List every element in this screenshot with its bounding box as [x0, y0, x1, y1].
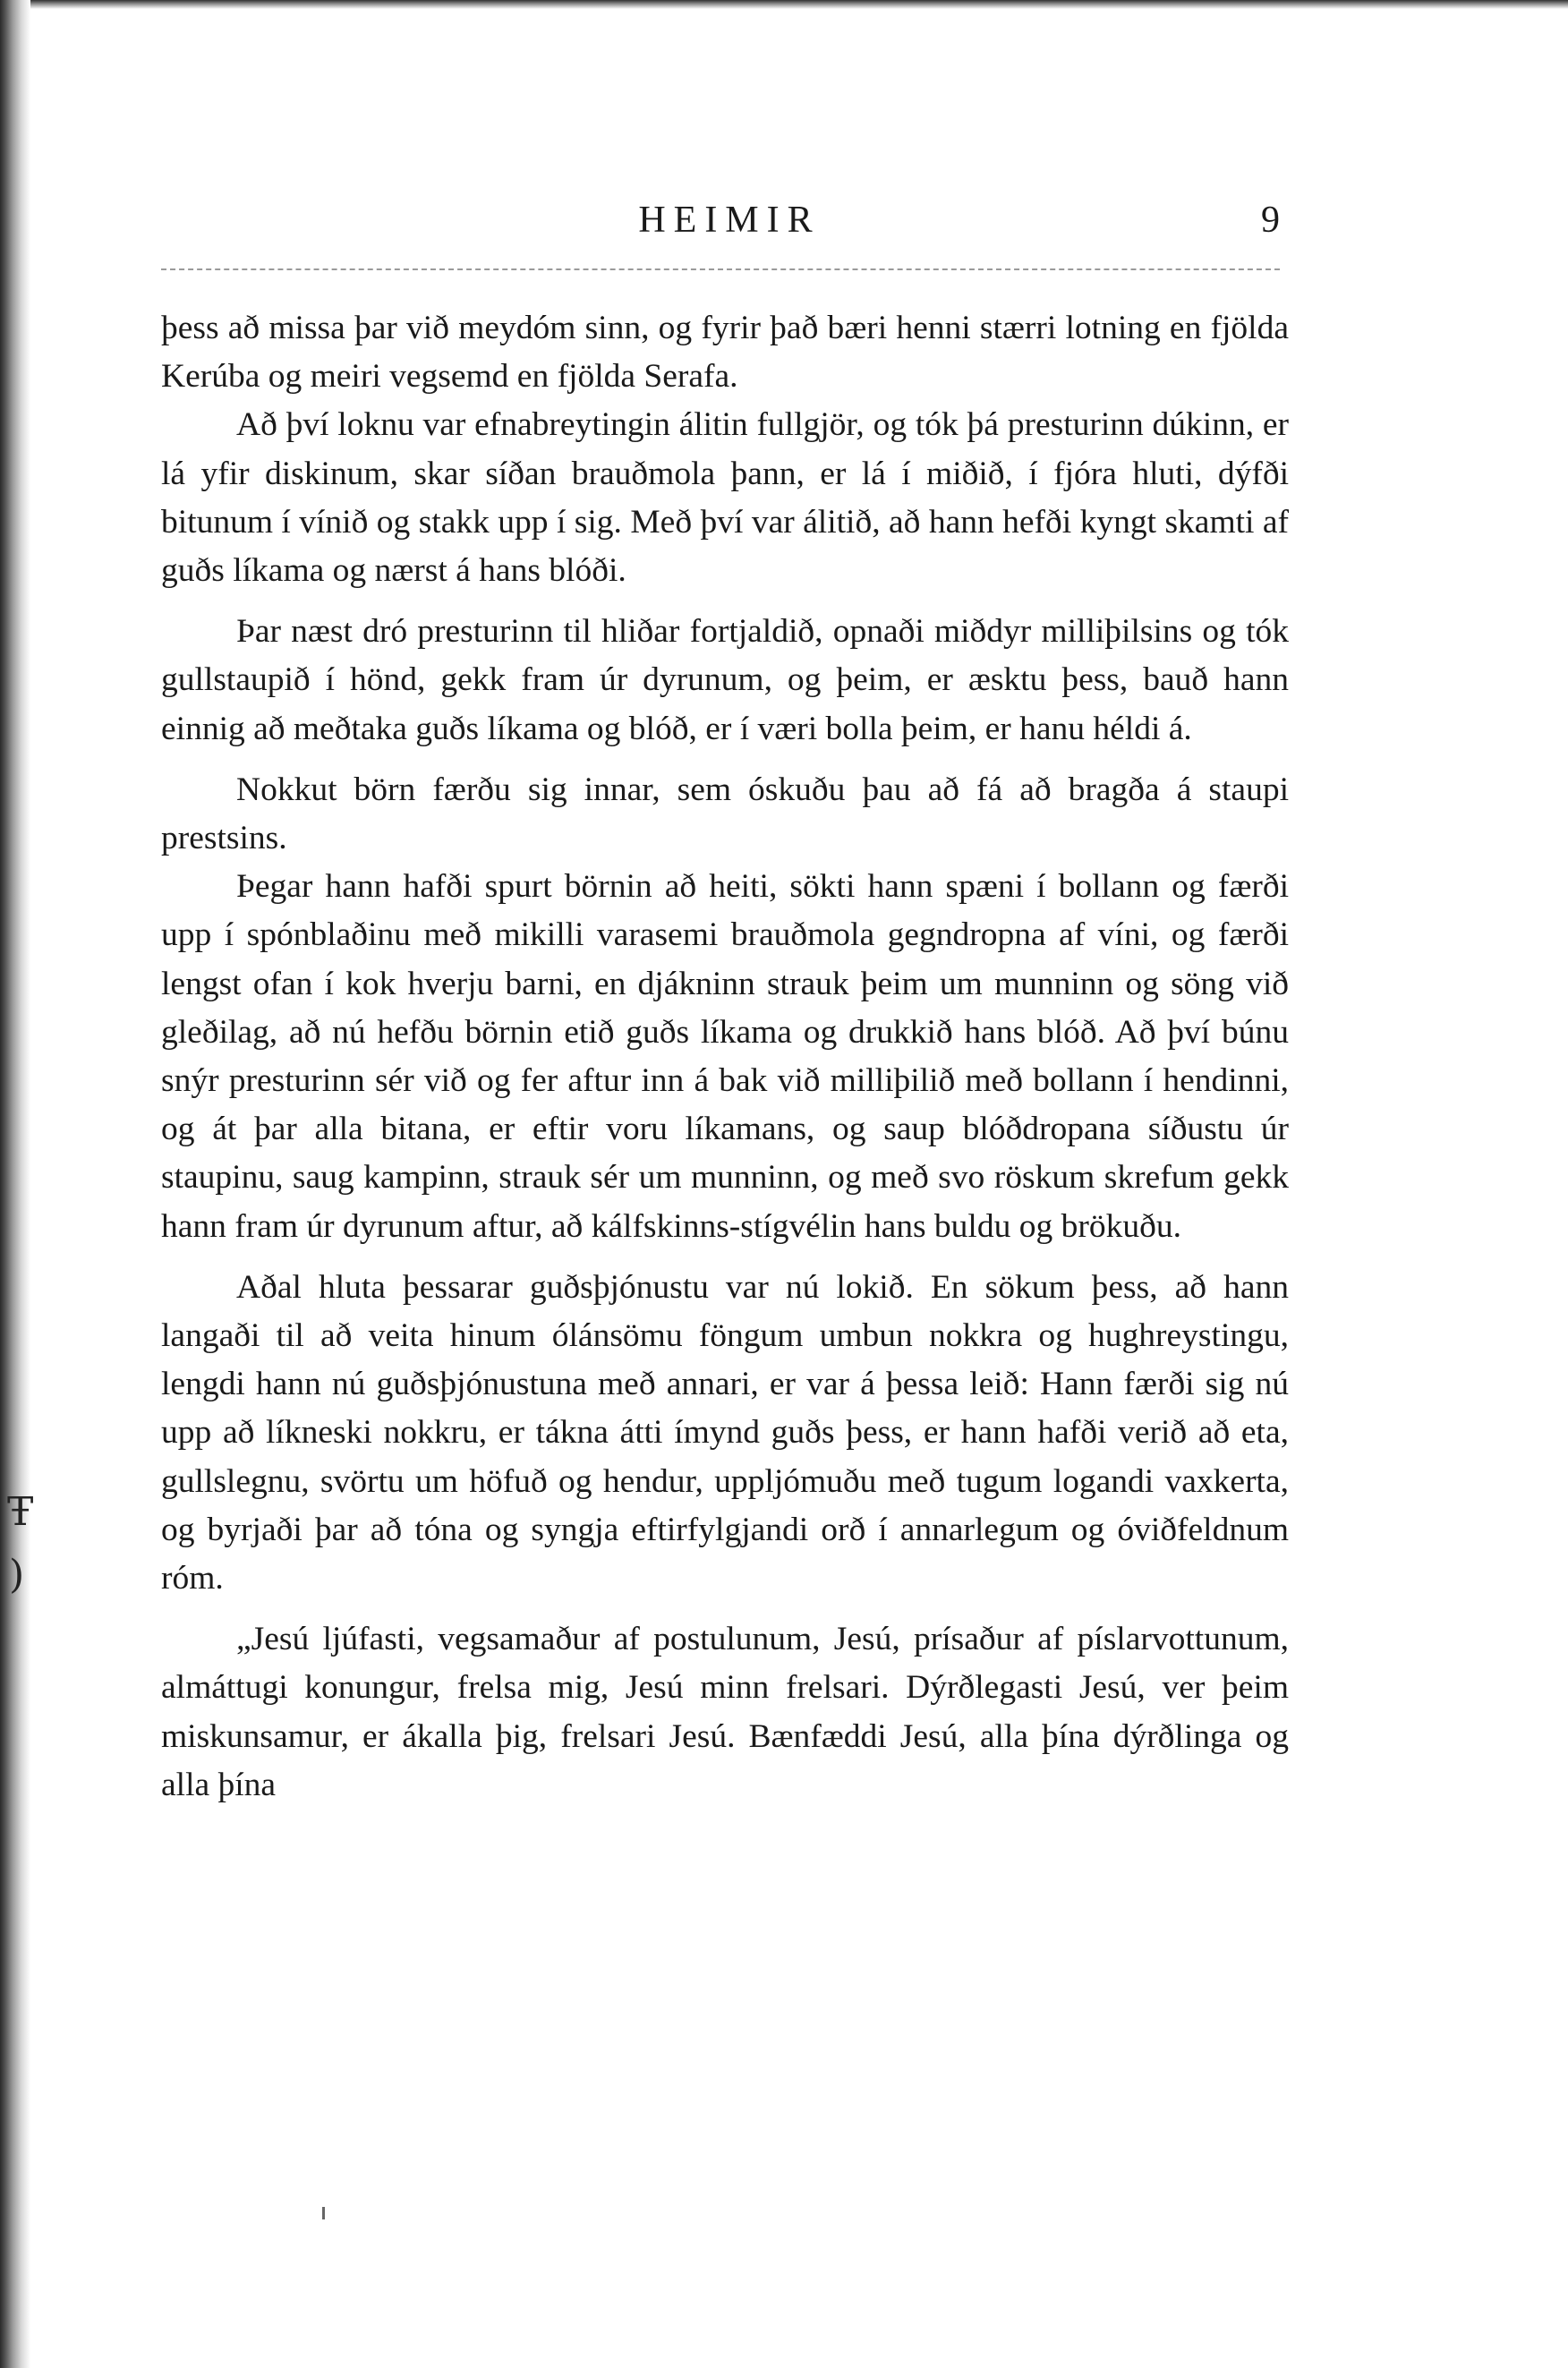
margin-mark: Ŧ	[7, 1489, 34, 1535]
paragraph: „Jesú ljúfasti, vegsamaður af postulunum, Jesú, prísaður af píslarvottunum, almáttugi konungur, frelsa mig, Jesú minn frelsari. Dýrðlegasti Jesú, ver þeim miskunsamur, er ákalla þig, frelsari Jesú. Bænfæddi Jesú, alla þína dýrðlinga og alla þína	[161, 1621, 1289, 1803]
body-text	[161, 304, 1289, 1810]
paragraph: Nokkut börn færðu sig innar, sem óskuðu þau að fá að bragða á staupi prestsins.	[161, 771, 1289, 857]
paragraph: þess að missa þar við meydóm sinn, og fyrir það bæri henni stærri lotning en fjölda Kerúba og meiri vegsemd en fjölda Serafa.	[161, 310, 1289, 396]
margin-mark: )	[9, 1552, 25, 1597]
paragraph: Þegar hann hafði spurt börnin að heiti, sökti hann spæni í bollann og færði upp í spónblaðinu með mikilli varasemi brauðmola gegndropna af víni, og færði lengst ofan í kok hverju barni, en djákninn strauk þeim um munninn og söng við gleðilag, að nú hefðu börnin etið guðs líkama og drukkið hans blóð. Að því búnu snýr presturinn sér við og fer aftur inn á bak við milliþilið með bollann í hendinni, og át þar alla bitana, er eftir voru líkamans, og saup blóðdropana síðustu úr staupinu, saug kampinn, strauk sér um munninn, og með svo röskum skrefum gekk hann fram úr dyrunum aftur, að kálfskinns-stígvélin hans buldu og brökuðu.	[161, 868, 1289, 1245]
header-rule	[161, 268, 1280, 270]
page-speck	[322, 2207, 325, 2219]
paragraph: Þar næst dró presturinn til hliðar fortjaldið, opnaði miðdyr milliþilsins og tók gullstaupið í hönd, gekk fram úr dyrunum, og þeim, er æsktu þess, bauð hann einnig að meðtaka guðs líkama og blóð, er í væri bolla þeim, er hanu héldi á.	[161, 613, 1289, 747]
running-head	[161, 199, 1280, 261]
binding-edge	[0, 0, 30, 2368]
page-top-edge	[0, 0, 1568, 9]
paragraph: Aðal hluta þessarar guðsþjónustu var nú lokið. En sökum þess, að hann langaði til að veita hinum ólánsömu föngum umbun nokkra og hughreystingu, lengdi hann nú guðsþjónustuna með annari, er var á þessa leið: Hann færði sig nú upp að líkneski nokkru, er tákna átti ímynd guðs þess, er hann hafði verið að eta, gullslegnu, svörtu um höfuð og hendur, uppljómuðu með tugum logandi vaxkerta, og byrjaði þar að tóna og syngja eftirfylgjandi orð í annarlegum og óviðfeldnum róm.	[161, 1268, 1289, 1597]
running-head-title: HEIMIR	[638, 200, 821, 241]
page-number: 9	[1261, 200, 1280, 241]
paragraph: Að því loknu var efnabreytingin álitin fullgjör, og tók þá presturinn dúkinn, er lá yfir diskinum, skar síðan brauðmola þann, er lá í miðið, í fjóra hluti, dýfði bitunum í vínið og stakk upp í sig. Með því var álitið, að hann hefði kyngt skamti af guðs líkama og nærst á hans blóði.	[161, 406, 1289, 590]
